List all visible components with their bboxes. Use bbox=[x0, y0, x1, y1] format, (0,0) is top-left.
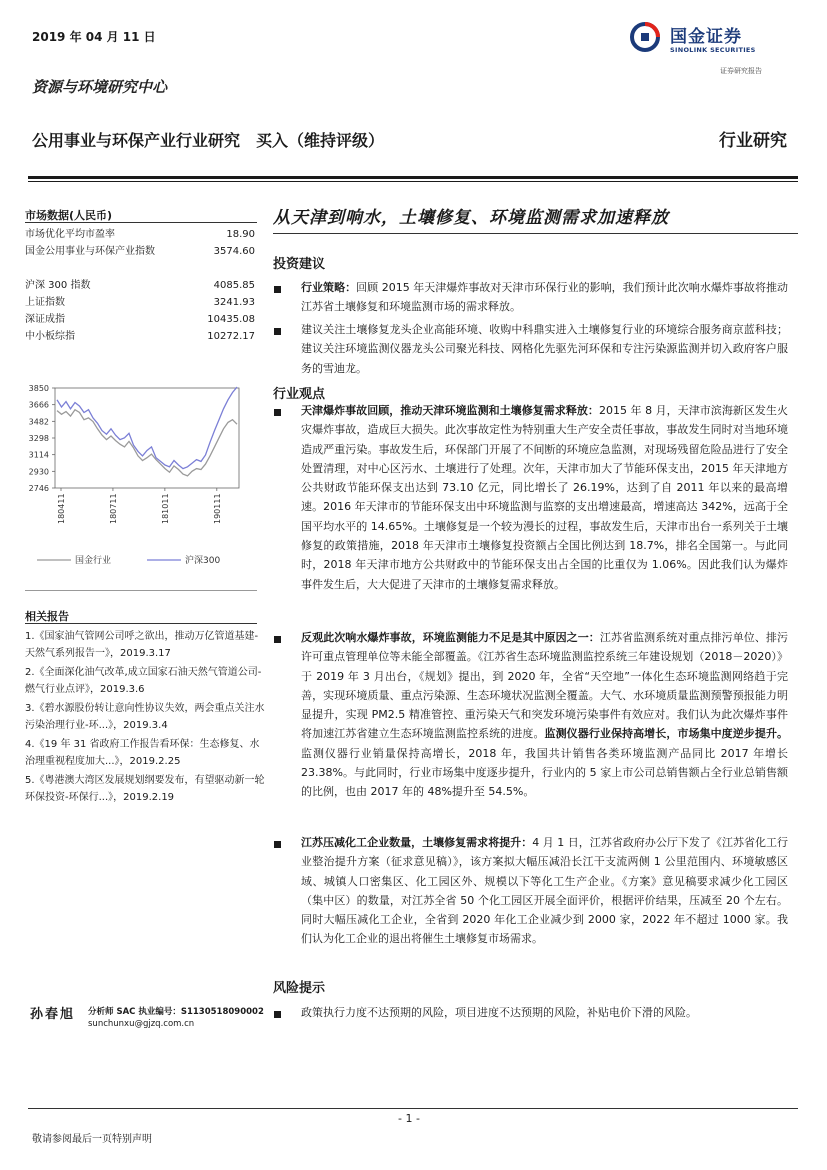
market-label: 市场优化平均市盈率 bbox=[25, 229, 115, 240]
research-center: 资源与环境研究中心 bbox=[32, 78, 168, 96]
related-report-item[interactable]: 4.《19 年 31 省政府工作报告看环保：生态修复、水治理重视程度加大...》，2019.2.25 bbox=[25, 739, 260, 767]
invest-1-text: 回顾 2015 年天津爆炸事故对天津市环保行业的影响，我们预计此次响水爆炸事故将推动江苏省土壤修复和环境监测市场的需求释放。 bbox=[301, 281, 788, 314]
market-value: 4085.85 bbox=[213, 280, 255, 291]
sinolink-logo-icon bbox=[630, 22, 660, 52]
view-1-text: 2015 年 8 月，天津市滨海新区发生火灾爆炸事故，造成巨大损失。此次事故定性为特别重大生产安全责任事故，事故发生同时对当地环境造成严重污染。事故发生后，环保部门开展了不间断的环境应急监测，对现场残留危险品进行了安全处置清理，对中心区污水、土壤进行了处理。次年，天津市加大了节能环保支出，2015 年天津地方公共财政节能环保支出达到 73.10 亿元，同比增长了 26.19%，达到了自 2011 年以来的最高增速。2016 年天津市的节能环保支出中环境监测与监察的支出增速最高，增速高达 342%，远高于全国平均水平的 14.65%。土壤修复是一个较为漫长的过程，事故发生后，天津市出台一系列关于土壤修复的政策措施，2018 年天津市土壤修复投资额占全国比例达到 18.7%，排名全国第一。与此同时，2018 年天津市地方公共财政中的节能环保支出占全国的比重仅为 1.06%。因此我们认为爆炸事件发生后，大大促进了天津市的土壤修复需求释放。 bbox=[301, 404, 789, 591]
brand-subtitle: 证券研究报告 bbox=[720, 67, 762, 75]
market-label: 中小板综指 bbox=[25, 331, 75, 342]
analyst-email[interactable]: sunchunxu@gjzq.com.cn bbox=[88, 1019, 195, 1029]
view-paragraph-2 bbox=[301, 628, 788, 802]
view-paragraph-3 bbox=[301, 833, 788, 949]
market-value: 18.90 bbox=[226, 229, 255, 240]
y-tick-label: 3666 bbox=[28, 400, 49, 410]
bullet-icon bbox=[274, 409, 281, 416]
brand-name-cn: 国金证券 bbox=[670, 27, 742, 47]
view-3-text: 4 月 1 日，江苏省政府办公厅下发了《江苏省化工行业整治提升方案（征求意见稿）》，该方案拟大幅压减沿长江干支流两侧 1 公里范围内、环境敏感区域、城镇人口密集区、化工园区外、规模以下等化工生产企业。《方案》意见稿要求减少化工园区（集中区）的数量，对江苏全省 50 个化工园区开展全面评价，根据评价结果，压减至 20 个左右。同时大幅压减化工企业，全省到 2020 年化工企业减少到 2000 家，2022 年不超过 1000 家。我们认为化工企业的退出将催生土壤修复市场需求。 bbox=[301, 836, 788, 946]
related-report-item[interactable]: 3.《碧水源股份转让意向性协议失效，两会重点关注水污染治理行业-环...》，2019.3.4 bbox=[25, 703, 265, 731]
index-line-chart bbox=[25, 380, 257, 580]
invest-advice-heading: 投资建议 bbox=[273, 257, 326, 272]
view-3-lead: 江苏压减化工企业数量，土壤修复需求将提升： bbox=[301, 836, 533, 849]
related-reports-title: 相关报告 bbox=[25, 610, 69, 623]
analyst-name: 孙春旭 bbox=[30, 1007, 76, 1022]
market-value: 10272.17 bbox=[207, 331, 255, 342]
risk-paragraph: 政策执行力度不达预期的风险，项目进度不达预期的风险，补贴电价下滑的风险。 bbox=[301, 1006, 697, 1019]
header-divider-thin bbox=[28, 181, 798, 182]
main-title-rule bbox=[273, 233, 798, 234]
bullet-icon bbox=[274, 841, 281, 848]
market-label: 深证成指 bbox=[25, 314, 65, 325]
invest-paragraph-1 bbox=[301, 278, 788, 317]
view-2-lead-2: 监测仪器行业保持高增长，市场集中度逆步提升。 bbox=[544, 727, 789, 741]
report-type: 行业研究 bbox=[719, 131, 787, 151]
invest-1-lead: 行业策略： bbox=[301, 281, 357, 294]
view-1-lead: 天津爆炸事故回顾，推动天津环境监测和土壤修复需求释放： bbox=[301, 404, 599, 417]
bullet-icon bbox=[274, 1011, 281, 1018]
invest-paragraph-2: 建议关注土壤修复龙头企业高能环境、收购中科鼎实进入土壤修复行业的环境综合服务商京蓝科技；建议关注环境监测仪器龙头公司聚光科技、网格化先驱先河环保和专注污染源监测并切入政府客户服务的雪迪龙。 bbox=[301, 323, 788, 375]
market-label: 国金公用事业与环保产业指数 bbox=[25, 246, 155, 257]
chart-svg bbox=[25, 380, 257, 580]
legend-label: 国金行业 bbox=[75, 556, 112, 566]
main-title: 从天津到响水，土壤修复、环境监测需求加速释放 bbox=[273, 208, 669, 228]
analyst-sac-number: 分析师 SAC 执业编号：S1130518090002 bbox=[88, 1007, 264, 1017]
brand-name-en: SINOLINK SECURITIES bbox=[670, 46, 756, 54]
y-tick-label: 3482 bbox=[28, 417, 49, 427]
y-tick-label: 3298 bbox=[28, 434, 49, 443]
view-2-text-b: 监测仪器行业销量保持高增长，2018 年，我国共计销售各类环境监测产品同比 2017 年增长 23.38%。与此同时，行业市场集中度逐步提升，行业内的 5 家上市公司总销售额占全行业总销售额的比例，也由 2017 年的 48%提升至 54.5%。 bbox=[301, 746, 788, 799]
market-label: 上证指数 bbox=[25, 297, 65, 308]
view-2-text-a: 江苏省监测系统对重点排污单位、排污许可重点管理单位等未能全部覆盖。《江苏省生态环境监测监控系统三年建设规划（2018－2020）》于 2019 年 3 月出台，《规划》提出，到 2020 年，全省“天空地”一体化生态环境监测网络趋于完善，实现环境质量、重点污染源、生态环境状况监测全覆盖。大气、水环境质量监测预警预报能力明显提升，实现 PM2.5 精准管控、重污染天气和突发环境污染事件有效应对。我们认为此次爆炸事件将加速江苏省建立生态环境监测监控系统的进度。 bbox=[301, 631, 789, 741]
view-paragraph-1 bbox=[301, 401, 788, 594]
y-tick-label: 3850 bbox=[28, 384, 49, 393]
related-reports-rule bbox=[25, 623, 257, 624]
x-tick-label: 180711 bbox=[108, 493, 118, 524]
legend-label: 沪深300 bbox=[185, 556, 221, 566]
brand-logo bbox=[630, 22, 790, 78]
x-tick-label: 190111 bbox=[212, 493, 222, 524]
industry-view-heading: 行业观点 bbox=[273, 387, 326, 402]
y-tick-label: 2930 bbox=[28, 467, 49, 477]
market-label: 沪深 300 指数 bbox=[25, 280, 91, 291]
related-report-item[interactable]: 2.《全面深化油气改革,成立国家石油天然气管道公司-燃气行业点评》，2019.3.6 bbox=[25, 667, 262, 695]
bullet-icon bbox=[274, 328, 281, 335]
market-value: 3241.93 bbox=[213, 297, 255, 308]
view-2-lead: 反观此次响水爆炸事故，环境监测能力不足是其中原因之一： bbox=[301, 631, 600, 644]
report-date: 2019 年 04 月 11 日 bbox=[32, 30, 156, 44]
bullet-icon bbox=[274, 636, 281, 643]
footer-disclaimer[interactable]: 敬请参阅最后一页特别声明 bbox=[32, 1134, 152, 1145]
x-tick-label: 180411 bbox=[57, 493, 66, 524]
y-tick-label: 3114 bbox=[28, 450, 49, 460]
report-title: 公用事业与环保产业行业研究 买入（维持评级） bbox=[32, 131, 385, 150]
x-tick-label: 181011 bbox=[160, 493, 170, 524]
market-data-rule bbox=[25, 222, 257, 223]
header-divider bbox=[28, 176, 798, 179]
market-value: 10435.08 bbox=[207, 314, 255, 325]
related-report-item[interactable]: 5.《粤港澳大湾区发展规划纲要发布，有望驱动新一轮环保投资-环保行...》，2019.2.19 bbox=[25, 775, 265, 803]
y-tick-label: 2746 bbox=[28, 484, 49, 493]
market-value: 3574.60 bbox=[213, 246, 255, 257]
related-report-item[interactable]: 1.《国家油气管网公司呼之欲出，推动万亿管道基建-天然气系列报告一》，2019.3.17 bbox=[25, 631, 259, 659]
bullet-icon bbox=[274, 286, 281, 293]
risk-heading: 风险提示 bbox=[273, 981, 326, 996]
footer-rule bbox=[28, 1108, 798, 1109]
chart-divider bbox=[25, 590, 257, 591]
market-data-title: 市场数据(人民币) bbox=[25, 209, 113, 222]
page-number: - 1 - bbox=[398, 1112, 420, 1125]
